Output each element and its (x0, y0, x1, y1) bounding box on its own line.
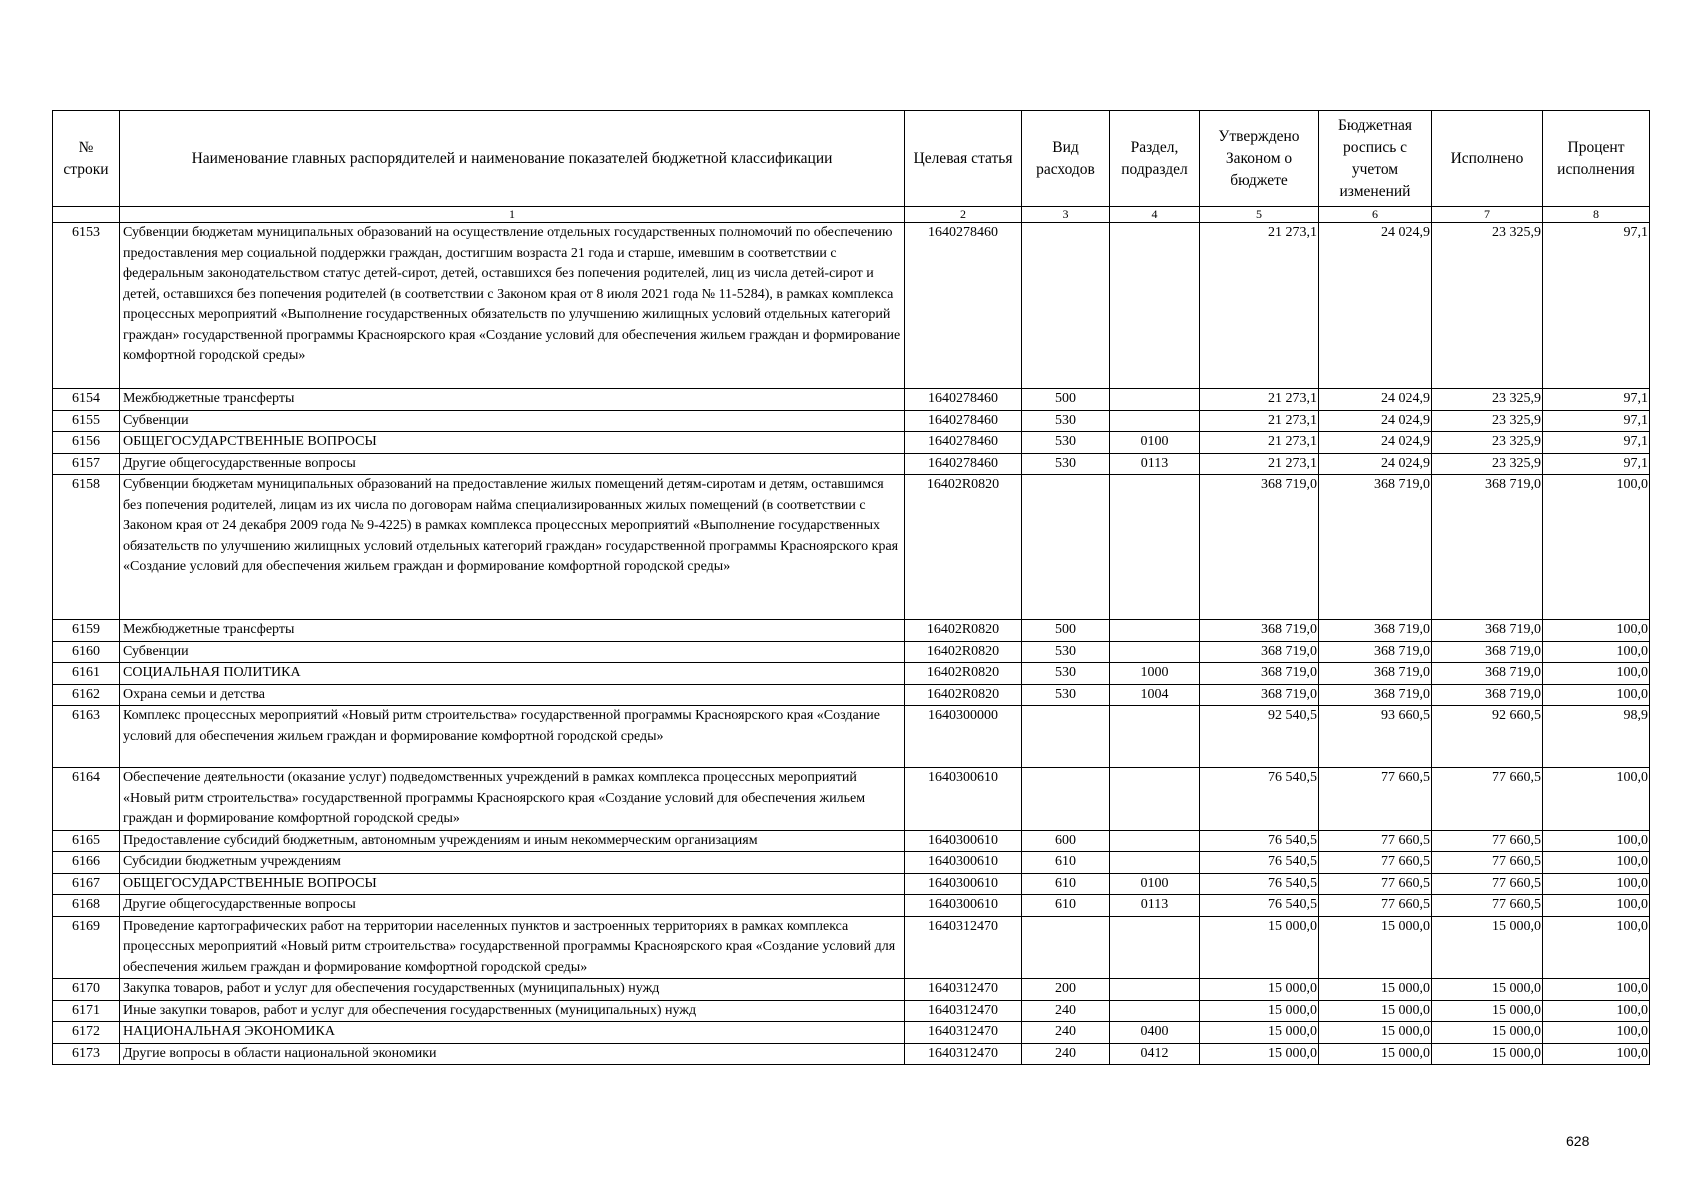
row-section (1110, 916, 1200, 979)
row-budget: 77 660,5 (1319, 830, 1432, 852)
column-number: 7 (1432, 207, 1543, 223)
row-percent: 100,0 (1543, 1000, 1650, 1022)
row-approved: 15 000,0 (1200, 1000, 1319, 1022)
row-expense-kind (1022, 768, 1110, 831)
column-number: 1 (120, 207, 905, 223)
row-percent: 100,0 (1543, 620, 1650, 642)
row-number: 6163 (53, 706, 120, 768)
row-expense-kind: 240 (1022, 1043, 1110, 1065)
row-budget: 368 719,0 (1319, 620, 1432, 642)
table-row (53, 389, 1650, 411)
row-expense-kind: 600 (1022, 830, 1110, 852)
row-target-article: 1640300610 (905, 768, 1022, 831)
table-row (53, 1022, 1650, 1044)
column-numbers-row (53, 207, 1650, 223)
table-row (53, 620, 1650, 642)
table-row (53, 895, 1650, 917)
row-section (1110, 852, 1200, 874)
row-number: 6167 (53, 873, 120, 895)
row-section (1110, 389, 1200, 411)
row-expense-kind: 200 (1022, 979, 1110, 1001)
row-budget: 24 024,9 (1319, 432, 1432, 454)
row-percent: 98,9 (1543, 706, 1650, 768)
row-name: ОБЩЕГОСУДАРСТВЕННЫЕ ВОПРОСЫ (120, 873, 905, 895)
row-percent: 97,1 (1543, 453, 1650, 475)
row-name: Межбюджетные трансферты (120, 620, 905, 642)
row-section: 0100 (1110, 873, 1200, 895)
row-percent: 97,1 (1543, 389, 1650, 411)
row-executed: 368 719,0 (1432, 620, 1543, 642)
row-number: 6166 (53, 852, 120, 874)
row-name: Проведение картографических работ на территории населенных пунктов и застроенных территориях в рамках комплекса процессных мероприятий «Новый ритм строительства» государственной программы Красноярского края «Создание условий для обеспечения жильем граждан и формирование комфортной городской среды» (120, 916, 905, 979)
row-target-article: 1640278460 (905, 223, 1022, 389)
table-row (53, 1043, 1650, 1065)
row-section (1110, 475, 1200, 620)
row-approved: 15 000,0 (1200, 1022, 1319, 1044)
row-number: 6153 (53, 223, 120, 389)
row-executed: 15 000,0 (1432, 1022, 1543, 1044)
row-approved: 21 273,1 (1200, 432, 1319, 454)
row-expense-kind: 500 (1022, 389, 1110, 411)
row-expense-kind: 500 (1022, 620, 1110, 642)
row-name: Субвенции бюджетам муниципальных образований на осуществление отдельных государственных полномочий по обеспечению предоставления мер социальной поддержки граждан, достигшим возраста 21 года и старше, имевшим в соответствии с федеральным законодательством статус детей-сирот, детей, оставшихся без попечения родителей, лиц из числа детей-сирот и детей, оставшихся без попечения родителей (в соответствии с Законом края от 8 июля 2021 года № 11-5284), в рамках комплекса процессных мероприятий «Выполнение государственных обязательств по улучшению жилищных условий отдельных категорий граждан» государственной программы Красноярского края «Создание условий для обеспечения жильем граждан и формирование комфортной городской среды» (120, 223, 905, 389)
row-executed: 368 719,0 (1432, 475, 1543, 620)
row-percent: 100,0 (1543, 830, 1650, 852)
row-expense-kind: 610 (1022, 852, 1110, 874)
row-name: Предоставление субсидий бюджетным, автономным учреждениям и иным некоммерческим организациям (120, 830, 905, 852)
row-section (1110, 768, 1200, 831)
row-target-article: 1640312470 (905, 1043, 1022, 1065)
row-number: 6154 (53, 389, 120, 411)
row-name: НАЦИОНАЛЬНАЯ ЭКОНОМИКА (120, 1022, 905, 1044)
row-section: 1004 (1110, 684, 1200, 706)
table-row (53, 475, 1650, 620)
row-approved: 76 540,5 (1200, 895, 1319, 917)
row-budget: 368 719,0 (1319, 663, 1432, 685)
budget-table-sheet (52, 110, 1649, 1065)
row-budget: 15 000,0 (1319, 979, 1432, 1001)
header-executed: Исполнено (1432, 111, 1543, 207)
row-approved: 368 719,0 (1200, 620, 1319, 642)
row-name: Охрана семьи и детства (120, 684, 905, 706)
header-approved: Утверждено Законом о бюджете (1200, 111, 1319, 207)
row-budget: 77 660,5 (1319, 895, 1432, 917)
row-percent: 100,0 (1543, 663, 1650, 685)
row-executed: 15 000,0 (1432, 979, 1543, 1001)
table-row (53, 1000, 1650, 1022)
column-number-empty (53, 207, 120, 223)
row-executed: 77 660,5 (1432, 852, 1543, 874)
row-target-article: 1640278460 (905, 432, 1022, 454)
row-target-article: 1640278460 (905, 453, 1022, 475)
column-number: 3 (1022, 207, 1110, 223)
row-expense-kind: 610 (1022, 895, 1110, 917)
header-row-number: № строки (53, 111, 120, 207)
row-budget: 15 000,0 (1319, 1022, 1432, 1044)
row-budget: 368 719,0 (1319, 475, 1432, 620)
row-expense-kind (1022, 475, 1110, 620)
row-target-article: 16402R0820 (905, 475, 1022, 620)
row-name: Закупка товаров, работ и услуг для обеспечения государственных (муниципальных) нужд (120, 979, 905, 1001)
table-row (53, 916, 1650, 979)
row-name: Другие общегосударственные вопросы (120, 895, 905, 917)
column-number: 5 (1200, 207, 1319, 223)
row-approved: 92 540,5 (1200, 706, 1319, 768)
row-percent: 100,0 (1543, 641, 1650, 663)
row-percent: 100,0 (1543, 684, 1650, 706)
row-number: 6156 (53, 432, 120, 454)
row-target-article: 1640278460 (905, 410, 1022, 432)
row-number: 6158 (53, 475, 120, 620)
row-name: Обеспечение деятельности (оказание услуг) подведомственных учреждений в рамках комплекса процессных мероприятий «Новый ритм строительства» государственной программы Красноярского края «Создание условий для обеспечения жильем граждан и формирование комфортной городской среды» (120, 768, 905, 831)
row-expense-kind: 610 (1022, 873, 1110, 895)
row-approved: 76 540,5 (1200, 852, 1319, 874)
row-percent: 100,0 (1543, 852, 1650, 874)
row-budget: 368 719,0 (1319, 641, 1432, 663)
row-executed: 368 719,0 (1432, 684, 1543, 706)
row-executed: 23 325,9 (1432, 432, 1543, 454)
row-approved: 76 540,5 (1200, 768, 1319, 831)
row-name: Межбюджетные трансферты (120, 389, 905, 411)
row-section: 0100 (1110, 432, 1200, 454)
row-percent: 97,1 (1543, 223, 1650, 389)
row-section (1110, 830, 1200, 852)
row-executed: 92 660,5 (1432, 706, 1543, 768)
row-executed: 15 000,0 (1432, 1043, 1543, 1065)
row-expense-kind: 240 (1022, 1022, 1110, 1044)
row-name: Иные закупки товаров, работ и услуг для обеспечения государственных (муниципальных) нужд (120, 1000, 905, 1022)
row-percent: 100,0 (1543, 979, 1650, 1001)
row-percent: 97,1 (1543, 432, 1650, 454)
row-target-article: 1640300000 (905, 706, 1022, 768)
row-number: 6170 (53, 979, 120, 1001)
row-executed: 368 719,0 (1432, 663, 1543, 685)
row-executed: 368 719,0 (1432, 641, 1543, 663)
row-executed: 15 000,0 (1432, 916, 1543, 979)
row-approved: 15 000,0 (1200, 916, 1319, 979)
row-target-article: 1640278460 (905, 389, 1022, 411)
row-percent: 100,0 (1543, 873, 1650, 895)
row-number: 6155 (53, 410, 120, 432)
row-budget: 24 024,9 (1319, 223, 1432, 389)
row-expense-kind: 240 (1022, 1000, 1110, 1022)
row-budget: 93 660,5 (1319, 706, 1432, 768)
row-section (1110, 979, 1200, 1001)
row-budget: 77 660,5 (1319, 852, 1432, 874)
row-section: 0113 (1110, 453, 1200, 475)
row-number: 6173 (53, 1043, 120, 1065)
row-number: 6159 (53, 620, 120, 642)
table-row (53, 410, 1650, 432)
row-section: 0412 (1110, 1043, 1200, 1065)
row-executed: 23 325,9 (1432, 410, 1543, 432)
row-target-article: 1640312470 (905, 979, 1022, 1001)
row-expense-kind: 530 (1022, 663, 1110, 685)
row-approved: 21 273,1 (1200, 453, 1319, 475)
row-name: Другие общегосударственные вопросы (120, 453, 905, 475)
row-number: 6161 (53, 663, 120, 685)
row-expense-kind: 530 (1022, 410, 1110, 432)
row-budget: 24 024,9 (1319, 389, 1432, 411)
column-number: 4 (1110, 207, 1200, 223)
table-row (53, 641, 1650, 663)
row-expense-kind: 530 (1022, 432, 1110, 454)
table-row (53, 706, 1650, 768)
budget-execution-table (52, 110, 1650, 1065)
row-name: Комплекс процессных мероприятий «Новый ритм строительства» государственной программы Красноярского края «Создание условий для обеспечения жильем граждан и формирование комфортной городской среды» (120, 706, 905, 768)
row-executed: 77 660,5 (1432, 830, 1543, 852)
row-approved: 15 000,0 (1200, 1043, 1319, 1065)
row-budget: 77 660,5 (1319, 768, 1432, 831)
row-number: 6172 (53, 1022, 120, 1044)
row-expense-kind (1022, 916, 1110, 979)
table-row (53, 979, 1650, 1001)
row-name: Субвенции (120, 410, 905, 432)
row-expense-kind: 530 (1022, 641, 1110, 663)
table-row (53, 768, 1650, 831)
table-row (53, 453, 1650, 475)
row-number: 6165 (53, 830, 120, 852)
row-percent: 100,0 (1543, 475, 1650, 620)
row-expense-kind (1022, 223, 1110, 389)
row-section (1110, 223, 1200, 389)
row-budget: 368 719,0 (1319, 684, 1432, 706)
row-target-article: 1640312470 (905, 1022, 1022, 1044)
row-section (1110, 410, 1200, 432)
table-row (53, 432, 1650, 454)
header-section: Раздел, подраздел (1110, 111, 1200, 207)
row-budget: 15 000,0 (1319, 1000, 1432, 1022)
row-number: 6168 (53, 895, 120, 917)
header-expense-kind: Вид расходов (1022, 111, 1110, 207)
row-expense-kind (1022, 706, 1110, 768)
row-budget: 24 024,9 (1319, 453, 1432, 475)
row-target-article: 16402R0820 (905, 641, 1022, 663)
row-approved: 368 719,0 (1200, 684, 1319, 706)
row-budget: 15 000,0 (1319, 1043, 1432, 1065)
header-budget-schedule: Бюджетная роспись с учетом изменений (1319, 111, 1432, 207)
table-row (53, 223, 1650, 389)
row-approved: 15 000,0 (1200, 979, 1319, 1001)
row-name: СОЦИАЛЬНАЯ ПОЛИТИКА (120, 663, 905, 685)
table-row (53, 663, 1650, 685)
row-name: Субсидии бюджетным учреждениям (120, 852, 905, 874)
table-row (53, 873, 1650, 895)
row-target-article: 16402R0820 (905, 620, 1022, 642)
row-budget: 77 660,5 (1319, 873, 1432, 895)
table-row (53, 684, 1650, 706)
row-section: 1000 (1110, 663, 1200, 685)
header-percent: Процент исполнения (1543, 111, 1650, 207)
row-section (1110, 706, 1200, 768)
row-approved: 368 719,0 (1200, 475, 1319, 620)
row-executed: 15 000,0 (1432, 1000, 1543, 1022)
row-section (1110, 1000, 1200, 1022)
row-budget: 15 000,0 (1319, 916, 1432, 979)
row-percent: 100,0 (1543, 768, 1650, 831)
row-section: 0113 (1110, 895, 1200, 917)
row-percent: 100,0 (1543, 1043, 1650, 1065)
header-name: Наименование главных распорядителей и наименование показателей бюджетной классификации (120, 111, 905, 207)
row-name: Субвенции (120, 641, 905, 663)
row-approved: 76 540,5 (1200, 830, 1319, 852)
row-executed: 23 325,9 (1432, 453, 1543, 475)
row-target-article: 1640312470 (905, 916, 1022, 979)
row-number: 6164 (53, 768, 120, 831)
row-target-article: 16402R0820 (905, 663, 1022, 685)
row-target-article: 16402R0820 (905, 684, 1022, 706)
row-approved: 21 273,1 (1200, 389, 1319, 411)
row-expense-kind: 530 (1022, 453, 1110, 475)
row-approved: 368 719,0 (1200, 663, 1319, 685)
row-executed: 23 325,9 (1432, 389, 1543, 411)
row-budget: 24 024,9 (1319, 410, 1432, 432)
row-percent: 100,0 (1543, 895, 1650, 917)
row-target-article: 1640300610 (905, 852, 1022, 874)
table-header-row (53, 111, 1650, 207)
table-row (53, 852, 1650, 874)
row-section (1110, 641, 1200, 663)
row-number: 6171 (53, 1000, 120, 1022)
table-row (53, 830, 1650, 852)
column-number: 2 (905, 207, 1022, 223)
row-name: Другие вопросы в области национальной экономики (120, 1043, 905, 1065)
page-number: 628 (1566, 1133, 1590, 1149)
row-percent: 100,0 (1543, 1022, 1650, 1044)
row-approved: 368 719,0 (1200, 641, 1319, 663)
row-number: 6157 (53, 453, 120, 475)
row-target-article: 1640312470 (905, 1000, 1022, 1022)
row-number: 6160 (53, 641, 120, 663)
row-expense-kind: 530 (1022, 684, 1110, 706)
column-number: 6 (1319, 207, 1432, 223)
row-target-article: 1640300610 (905, 873, 1022, 895)
row-target-article: 1640300610 (905, 830, 1022, 852)
row-percent: 100,0 (1543, 916, 1650, 979)
row-executed: 77 660,5 (1432, 895, 1543, 917)
row-number: 6169 (53, 916, 120, 979)
row-section (1110, 620, 1200, 642)
row-number: 6162 (53, 684, 120, 706)
row-name: Субвенции бюджетам муниципальных образований на предоставление жилых помещений детям-сиротам и детям, оставшимся без попечения родителей, лицам из их числа по договорам найма специализированных жилых помещений (в соответствии с Законом края от 24 декабря 2009 года № 9-4225) в рамках комплекса процессных мероприятий «Выполнение государственных обязательств по улучшению жилищных условий отдельных категорий граждан» государственной программы Красноярского края «Создание условий для обеспечения жильем граждан и формирование комфортной городской среды» (120, 475, 905, 620)
row-executed: 77 660,5 (1432, 768, 1543, 831)
row-executed: 77 660,5 (1432, 873, 1543, 895)
row-approved: 76 540,5 (1200, 873, 1319, 895)
row-section: 0400 (1110, 1022, 1200, 1044)
row-name: ОБЩЕГОСУДАРСТВЕННЫЕ ВОПРОСЫ (120, 432, 905, 454)
row-approved: 21 273,1 (1200, 410, 1319, 432)
row-percent: 97,1 (1543, 410, 1650, 432)
row-approved: 21 273,1 (1200, 223, 1319, 389)
header-target-article: Целевая статья (905, 111, 1022, 207)
row-target-article: 1640300610 (905, 895, 1022, 917)
column-number: 8 (1543, 207, 1650, 223)
row-executed: 23 325,9 (1432, 223, 1543, 389)
